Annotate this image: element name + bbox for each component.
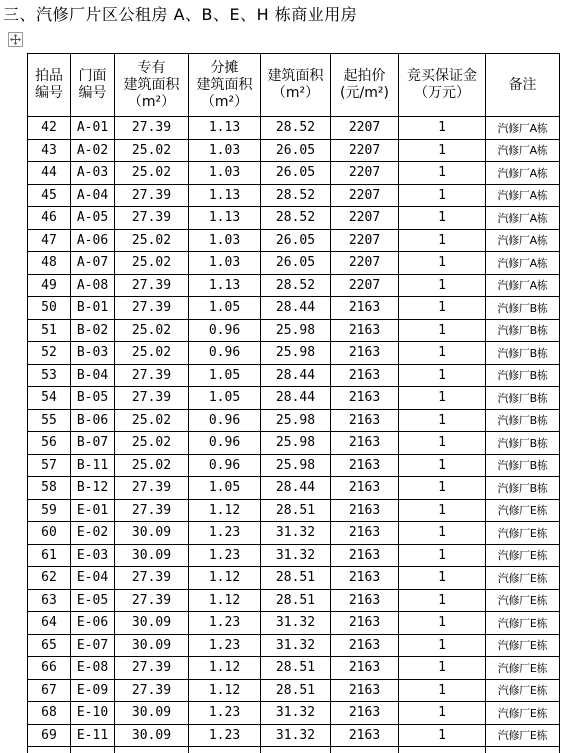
table-row-partial bbox=[28, 747, 560, 753]
cell-remarks: 汽修厂B栋 bbox=[486, 364, 560, 387]
cell-lot-number: 44 bbox=[28, 162, 71, 185]
cell-storefront-number: A-02 bbox=[71, 139, 115, 162]
cell-lot-number: 67 bbox=[28, 679, 71, 702]
cell-shared-area: 1.12 bbox=[189, 499, 261, 522]
cell-starting-price: 2163 bbox=[331, 454, 399, 477]
cell-deposit: 1 bbox=[399, 567, 486, 590]
cell-exclusive-area: 30.09 bbox=[115, 522, 189, 545]
cell-deposit: 1 bbox=[399, 184, 486, 207]
cell-remarks: 汽修厂E栋 bbox=[486, 657, 560, 680]
cell-shared-area: 0.96 bbox=[189, 342, 261, 365]
cell-building-area: 28.44 bbox=[261, 477, 331, 500]
cell-shared-area: 1.12 bbox=[189, 567, 261, 590]
table-row bbox=[28, 319, 560, 342]
cell-shared-area: 1.13 bbox=[189, 274, 261, 297]
cell-exclusive-area: 27.39 bbox=[115, 364, 189, 387]
cell-building-area: 28.52 bbox=[261, 117, 331, 140]
cell-empty bbox=[399, 747, 486, 753]
table-row bbox=[28, 499, 560, 522]
header-line: 竞买保证金 bbox=[399, 68, 485, 85]
cell-building-area: 28.44 bbox=[261, 364, 331, 387]
cell-starting-price: 2163 bbox=[331, 409, 399, 432]
header-deposit bbox=[399, 54, 486, 117]
cell-starting-price: 2207 bbox=[331, 162, 399, 185]
cell-storefront-number: E-06 bbox=[71, 612, 115, 635]
cell-shared-area: 1.23 bbox=[189, 724, 261, 747]
cell-remarks: 汽修厂E栋 bbox=[486, 589, 560, 612]
cell-deposit: 1 bbox=[399, 207, 486, 230]
cell-storefront-number: B-01 bbox=[71, 297, 115, 320]
cell-lot-number: 58 bbox=[28, 477, 71, 500]
cell-exclusive-area: 27.39 bbox=[115, 387, 189, 410]
cell-building-area: 28.51 bbox=[261, 499, 331, 522]
cell-exclusive-area: 25.02 bbox=[115, 432, 189, 455]
cell-deposit: 1 bbox=[399, 657, 486, 680]
cell-lot-number: 43 bbox=[28, 139, 71, 162]
cell-building-area: 28.51 bbox=[261, 567, 331, 590]
cell-remarks: 汽修厂A栋 bbox=[486, 274, 560, 297]
cell-exclusive-area: 27.39 bbox=[115, 184, 189, 207]
cell-starting-price: 2163 bbox=[331, 634, 399, 657]
cell-building-area: 28.52 bbox=[261, 207, 331, 230]
cell-storefront-number: A-03 bbox=[71, 162, 115, 185]
move-arrows-icon[interactable] bbox=[8, 32, 23, 47]
table-row bbox=[28, 702, 560, 725]
cell-storefront-number: E-04 bbox=[71, 567, 115, 590]
cell-starting-price: 2163 bbox=[331, 724, 399, 747]
table-row bbox=[28, 207, 560, 230]
cell-lot-number: 55 bbox=[28, 409, 71, 432]
cell-empty bbox=[28, 747, 71, 753]
cell-shared-area: 1.05 bbox=[189, 364, 261, 387]
header-line: 起拍价 bbox=[331, 68, 398, 85]
table-row bbox=[28, 139, 560, 162]
cell-lot-number: 57 bbox=[28, 454, 71, 477]
cell-starting-price: 2207 bbox=[331, 207, 399, 230]
table-row bbox=[28, 432, 560, 455]
cell-storefront-number: B-11 bbox=[71, 454, 115, 477]
cell-remarks: 汽修厂A栋 bbox=[486, 207, 560, 230]
cell-remarks: 汽修厂B栋 bbox=[486, 319, 560, 342]
cell-deposit: 1 bbox=[399, 297, 486, 320]
cell-shared-area: 1.23 bbox=[189, 544, 261, 567]
cell-starting-price: 2163 bbox=[331, 612, 399, 635]
cell-storefront-number: E-11 bbox=[71, 724, 115, 747]
cell-storefront-number: B-04 bbox=[71, 364, 115, 387]
cell-shared-area: 1.03 bbox=[189, 252, 261, 275]
cell-exclusive-area: 27.39 bbox=[115, 207, 189, 230]
cell-storefront-number: B-06 bbox=[71, 409, 115, 432]
cell-storefront-number: E-08 bbox=[71, 657, 115, 680]
cell-lot-number: 45 bbox=[28, 184, 71, 207]
cell-deposit: 1 bbox=[399, 432, 486, 455]
cell-starting-price: 2163 bbox=[331, 522, 399, 545]
cell-deposit: 1 bbox=[399, 229, 486, 252]
cell-storefront-number: A-05 bbox=[71, 207, 115, 230]
cell-lot-number: 65 bbox=[28, 634, 71, 657]
cell-building-area: 25.98 bbox=[261, 409, 331, 432]
header-line: 建筑面积 bbox=[261, 68, 330, 85]
cell-building-area: 25.98 bbox=[261, 454, 331, 477]
cell-building-area: 31.32 bbox=[261, 634, 331, 657]
cell-storefront-number: B-02 bbox=[71, 319, 115, 342]
cell-remarks: 汽修厂B栋 bbox=[486, 409, 560, 432]
header-line: 编号 bbox=[71, 85, 114, 102]
table-row bbox=[28, 117, 560, 140]
cell-empty bbox=[115, 747, 189, 753]
cell-starting-price: 2207 bbox=[331, 252, 399, 275]
cell-shared-area: 1.03 bbox=[189, 162, 261, 185]
cell-empty bbox=[189, 747, 261, 753]
document-heading: 三、汽修厂片区公租房 A、B、E、H 栋商业用房 bbox=[3, 4, 357, 26]
cell-exclusive-area: 25.02 bbox=[115, 252, 189, 275]
table-header-row bbox=[28, 54, 560, 117]
cell-empty bbox=[331, 747, 399, 753]
cell-lot-number: 66 bbox=[28, 657, 71, 680]
cell-storefront-number: A-06 bbox=[71, 229, 115, 252]
cell-storefront-number: E-10 bbox=[71, 702, 115, 725]
table-row bbox=[28, 634, 560, 657]
cell-shared-area: 1.05 bbox=[189, 387, 261, 410]
cell-deposit: 1 bbox=[399, 364, 486, 387]
cell-lot-number: 47 bbox=[28, 229, 71, 252]
table-row bbox=[28, 184, 560, 207]
cell-starting-price: 2163 bbox=[331, 702, 399, 725]
cell-deposit: 1 bbox=[399, 252, 486, 275]
cell-shared-area: 1.13 bbox=[189, 117, 261, 140]
cell-building-area: 25.98 bbox=[261, 432, 331, 455]
cell-remarks: 汽修厂A栋 bbox=[486, 162, 560, 185]
cell-shared-area: 0.96 bbox=[189, 454, 261, 477]
cell-remarks: 汽修厂E栋 bbox=[486, 702, 560, 725]
cell-storefront-number: B-03 bbox=[71, 342, 115, 365]
auction-listing-table bbox=[27, 53, 560, 753]
cell-starting-price: 2163 bbox=[331, 477, 399, 500]
cell-starting-price: 2163 bbox=[331, 297, 399, 320]
cell-starting-price: 2163 bbox=[331, 499, 399, 522]
table-row bbox=[28, 612, 560, 635]
table-row bbox=[28, 252, 560, 275]
table-row bbox=[28, 679, 560, 702]
cell-starting-price: 2163 bbox=[331, 589, 399, 612]
header-line: （万元） bbox=[399, 85, 485, 102]
cell-lot-number: 52 bbox=[28, 342, 71, 365]
cell-exclusive-area: 30.09 bbox=[115, 702, 189, 725]
header-storefront-number bbox=[71, 54, 115, 117]
cell-shared-area: 1.13 bbox=[189, 184, 261, 207]
cell-deposit: 1 bbox=[399, 454, 486, 477]
cell-building-area: 28.52 bbox=[261, 274, 331, 297]
cell-exclusive-area: 27.39 bbox=[115, 117, 189, 140]
cell-building-area: 28.44 bbox=[261, 297, 331, 320]
cell-remarks: 汽修厂E栋 bbox=[486, 679, 560, 702]
cell-remarks: 汽修厂A栋 bbox=[486, 252, 560, 275]
cell-storefront-number: E-01 bbox=[71, 499, 115, 522]
cell-lot-number: 59 bbox=[28, 499, 71, 522]
cell-building-area: 26.05 bbox=[261, 162, 331, 185]
cell-exclusive-area: 25.02 bbox=[115, 454, 189, 477]
cell-deposit: 1 bbox=[399, 117, 486, 140]
table-row bbox=[28, 342, 560, 365]
cell-lot-number: 68 bbox=[28, 702, 71, 725]
table-row bbox=[28, 544, 560, 567]
cell-remarks: 汽修厂B栋 bbox=[486, 454, 560, 477]
cell-remarks: 汽修厂E栋 bbox=[486, 567, 560, 590]
cell-empty bbox=[71, 747, 115, 753]
table-row bbox=[28, 589, 560, 612]
cell-starting-price: 2207 bbox=[331, 117, 399, 140]
header-line: 专有 bbox=[115, 60, 188, 77]
cell-exclusive-area: 30.09 bbox=[115, 612, 189, 635]
cell-empty bbox=[486, 747, 560, 753]
cell-remarks: 汽修厂A栋 bbox=[486, 117, 560, 140]
table-row bbox=[28, 297, 560, 320]
cell-building-area: 28.51 bbox=[261, 679, 331, 702]
cell-deposit: 1 bbox=[399, 702, 486, 725]
cell-exclusive-area: 27.39 bbox=[115, 589, 189, 612]
table-row bbox=[28, 229, 560, 252]
cell-storefront-number: B-07 bbox=[71, 432, 115, 455]
cell-shared-area: 1.23 bbox=[189, 522, 261, 545]
cell-starting-price: 2163 bbox=[331, 544, 399, 567]
cell-lot-number: 63 bbox=[28, 589, 71, 612]
cell-storefront-number: A-01 bbox=[71, 117, 115, 140]
header-line: (元/m²) bbox=[331, 85, 398, 102]
cell-deposit: 1 bbox=[399, 612, 486, 635]
cell-lot-number: 54 bbox=[28, 387, 71, 410]
cell-exclusive-area: 30.09 bbox=[115, 544, 189, 567]
cell-starting-price: 2163 bbox=[331, 364, 399, 387]
cell-exclusive-area: 25.02 bbox=[115, 229, 189, 252]
header-line: （m²） bbox=[189, 94, 260, 111]
table-row bbox=[28, 274, 560, 297]
cell-remarks: 汽修厂B栋 bbox=[486, 297, 560, 320]
cell-starting-price: 2207 bbox=[331, 274, 399, 297]
table-row bbox=[28, 454, 560, 477]
cell-deposit: 1 bbox=[399, 274, 486, 297]
cell-exclusive-area: 27.39 bbox=[115, 274, 189, 297]
cell-exclusive-area: 27.39 bbox=[115, 657, 189, 680]
table-row bbox=[28, 657, 560, 680]
cell-lot-number: 42 bbox=[28, 117, 71, 140]
cell-storefront-number: E-09 bbox=[71, 679, 115, 702]
cell-lot-number: 51 bbox=[28, 319, 71, 342]
cell-starting-price: 2163 bbox=[331, 342, 399, 365]
cell-remarks: 汽修厂B栋 bbox=[486, 477, 560, 500]
cell-lot-number: 61 bbox=[28, 544, 71, 567]
table-row bbox=[28, 409, 560, 432]
table-row bbox=[28, 477, 560, 500]
cell-storefront-number: A-08 bbox=[71, 274, 115, 297]
header-line: 门面 bbox=[71, 68, 114, 85]
table-row bbox=[28, 522, 560, 545]
cell-shared-area: 1.05 bbox=[189, 297, 261, 320]
cell-deposit: 1 bbox=[399, 342, 486, 365]
cell-exclusive-area: 27.39 bbox=[115, 567, 189, 590]
cell-storefront-number: A-04 bbox=[71, 184, 115, 207]
cell-building-area: 28.51 bbox=[261, 657, 331, 680]
cell-deposit: 1 bbox=[399, 499, 486, 522]
cell-building-area: 25.98 bbox=[261, 342, 331, 365]
header-starting-price bbox=[331, 54, 399, 117]
cell-storefront-number: B-05 bbox=[71, 387, 115, 410]
cell-exclusive-area: 25.02 bbox=[115, 409, 189, 432]
header-line: 编号 bbox=[28, 85, 70, 102]
cell-building-area: 31.32 bbox=[261, 612, 331, 635]
cell-empty bbox=[261, 747, 331, 753]
cell-storefront-number: B-12 bbox=[71, 477, 115, 500]
cell-starting-price: 2163 bbox=[331, 432, 399, 455]
cell-lot-number: 62 bbox=[28, 567, 71, 590]
cell-remarks: 汽修厂A栋 bbox=[486, 229, 560, 252]
cell-starting-price: 2163 bbox=[331, 567, 399, 590]
header-line: 分摊 bbox=[189, 60, 260, 77]
cell-starting-price: 2207 bbox=[331, 229, 399, 252]
cell-remarks: 汽修厂E栋 bbox=[486, 612, 560, 635]
cell-lot-number: 50 bbox=[28, 297, 71, 320]
table-row bbox=[28, 724, 560, 747]
table-row bbox=[28, 387, 560, 410]
cell-building-area: 31.32 bbox=[261, 724, 331, 747]
cell-deposit: 1 bbox=[399, 724, 486, 747]
cell-building-area: 26.05 bbox=[261, 252, 331, 275]
cell-building-area: 28.52 bbox=[261, 184, 331, 207]
cell-exclusive-area: 25.02 bbox=[115, 319, 189, 342]
cell-remarks: 汽修厂B栋 bbox=[486, 432, 560, 455]
cell-shared-area: 1.12 bbox=[189, 679, 261, 702]
cell-shared-area: 1.03 bbox=[189, 139, 261, 162]
cell-shared-area: 1.23 bbox=[189, 612, 261, 635]
cell-lot-number: 49 bbox=[28, 274, 71, 297]
header-line: 建筑面积 bbox=[189, 77, 260, 94]
cell-lot-number: 69 bbox=[28, 724, 71, 747]
cell-remarks: 汽修厂E栋 bbox=[486, 724, 560, 747]
table-row bbox=[28, 162, 560, 185]
table-row bbox=[28, 567, 560, 590]
cell-building-area: 31.32 bbox=[261, 522, 331, 545]
cell-lot-number: 60 bbox=[28, 522, 71, 545]
cell-remarks: 汽修厂E栋 bbox=[486, 634, 560, 657]
cell-building-area: 26.05 bbox=[261, 229, 331, 252]
cell-remarks: 汽修厂B栋 bbox=[486, 387, 560, 410]
cell-building-area: 25.98 bbox=[261, 319, 331, 342]
header-exclusive-area bbox=[115, 54, 189, 117]
cell-remarks: 汽修厂A栋 bbox=[486, 184, 560, 207]
cell-shared-area: 1.03 bbox=[189, 229, 261, 252]
cell-deposit: 1 bbox=[399, 319, 486, 342]
cell-starting-price: 2207 bbox=[331, 184, 399, 207]
cell-starting-price: 2207 bbox=[331, 139, 399, 162]
cell-exclusive-area: 27.39 bbox=[115, 477, 189, 500]
cell-shared-area: 1.23 bbox=[189, 702, 261, 725]
cell-remarks: 汽修厂E栋 bbox=[486, 499, 560, 522]
cell-remarks: 汽修厂B栋 bbox=[486, 342, 560, 365]
cell-storefront-number: E-05 bbox=[71, 589, 115, 612]
cell-deposit: 1 bbox=[399, 522, 486, 545]
header-line: 拍品 bbox=[28, 68, 70, 85]
cell-lot-number: 56 bbox=[28, 432, 71, 455]
cell-storefront-number: E-02 bbox=[71, 522, 115, 545]
cell-building-area: 31.32 bbox=[261, 544, 331, 567]
cell-starting-price: 2163 bbox=[331, 319, 399, 342]
cell-starting-price: 2163 bbox=[331, 657, 399, 680]
cell-building-area: 28.44 bbox=[261, 387, 331, 410]
cell-deposit: 1 bbox=[399, 409, 486, 432]
cell-exclusive-area: 25.02 bbox=[115, 162, 189, 185]
cell-deposit: 1 bbox=[399, 139, 486, 162]
header-building-area bbox=[261, 54, 331, 117]
header-line: （m²） bbox=[261, 85, 330, 102]
cell-building-area: 31.32 bbox=[261, 702, 331, 725]
header-remarks bbox=[486, 54, 560, 117]
cell-remarks: 汽修厂E栋 bbox=[486, 544, 560, 567]
cell-storefront-number: E-07 bbox=[71, 634, 115, 657]
cell-shared-area: 1.13 bbox=[189, 207, 261, 230]
table-row bbox=[28, 364, 560, 387]
cell-storefront-number: A-07 bbox=[71, 252, 115, 275]
table-body bbox=[28, 117, 560, 753]
cell-exclusive-area: 27.39 bbox=[115, 679, 189, 702]
cell-deposit: 1 bbox=[399, 162, 486, 185]
header-line: 建筑面积 bbox=[115, 77, 188, 94]
cell-deposit: 1 bbox=[399, 477, 486, 500]
header-line: 备注 bbox=[486, 77, 559, 94]
cell-exclusive-area: 27.39 bbox=[115, 499, 189, 522]
cell-shared-area: 0.96 bbox=[189, 409, 261, 432]
cell-building-area: 26.05 bbox=[261, 139, 331, 162]
header-line: （m²） bbox=[115, 94, 188, 111]
cell-deposit: 1 bbox=[399, 589, 486, 612]
cell-deposit: 1 bbox=[399, 634, 486, 657]
cell-shared-area: 1.05 bbox=[189, 477, 261, 500]
cell-lot-number: 64 bbox=[28, 612, 71, 635]
cell-lot-number: 46 bbox=[28, 207, 71, 230]
cell-exclusive-area: 27.39 bbox=[115, 297, 189, 320]
cell-exclusive-area: 25.02 bbox=[115, 342, 189, 365]
cell-lot-number: 48 bbox=[28, 252, 71, 275]
cell-remarks: 汽修厂A栋 bbox=[486, 139, 560, 162]
cell-shared-area: 1.23 bbox=[189, 634, 261, 657]
cell-shared-area: 1.12 bbox=[189, 657, 261, 680]
cell-shared-area: 0.96 bbox=[189, 432, 261, 455]
cell-deposit: 1 bbox=[399, 544, 486, 567]
cell-shared-area: 0.96 bbox=[189, 319, 261, 342]
cell-starting-price: 2163 bbox=[331, 387, 399, 410]
cell-shared-area: 1.12 bbox=[189, 589, 261, 612]
cell-exclusive-area: 30.09 bbox=[115, 634, 189, 657]
cell-starting-price: 2163 bbox=[331, 679, 399, 702]
cell-storefront-number: E-03 bbox=[71, 544, 115, 567]
cell-exclusive-area: 25.02 bbox=[115, 139, 189, 162]
cell-remarks: 汽修厂E栋 bbox=[486, 522, 560, 545]
header-shared-area bbox=[189, 54, 261, 117]
cell-deposit: 1 bbox=[399, 387, 486, 410]
cell-lot-number: 53 bbox=[28, 364, 71, 387]
cell-exclusive-area: 30.09 bbox=[115, 724, 189, 747]
cell-building-area: 28.51 bbox=[261, 589, 331, 612]
cell-deposit: 1 bbox=[399, 679, 486, 702]
header-lot-number bbox=[28, 54, 71, 117]
